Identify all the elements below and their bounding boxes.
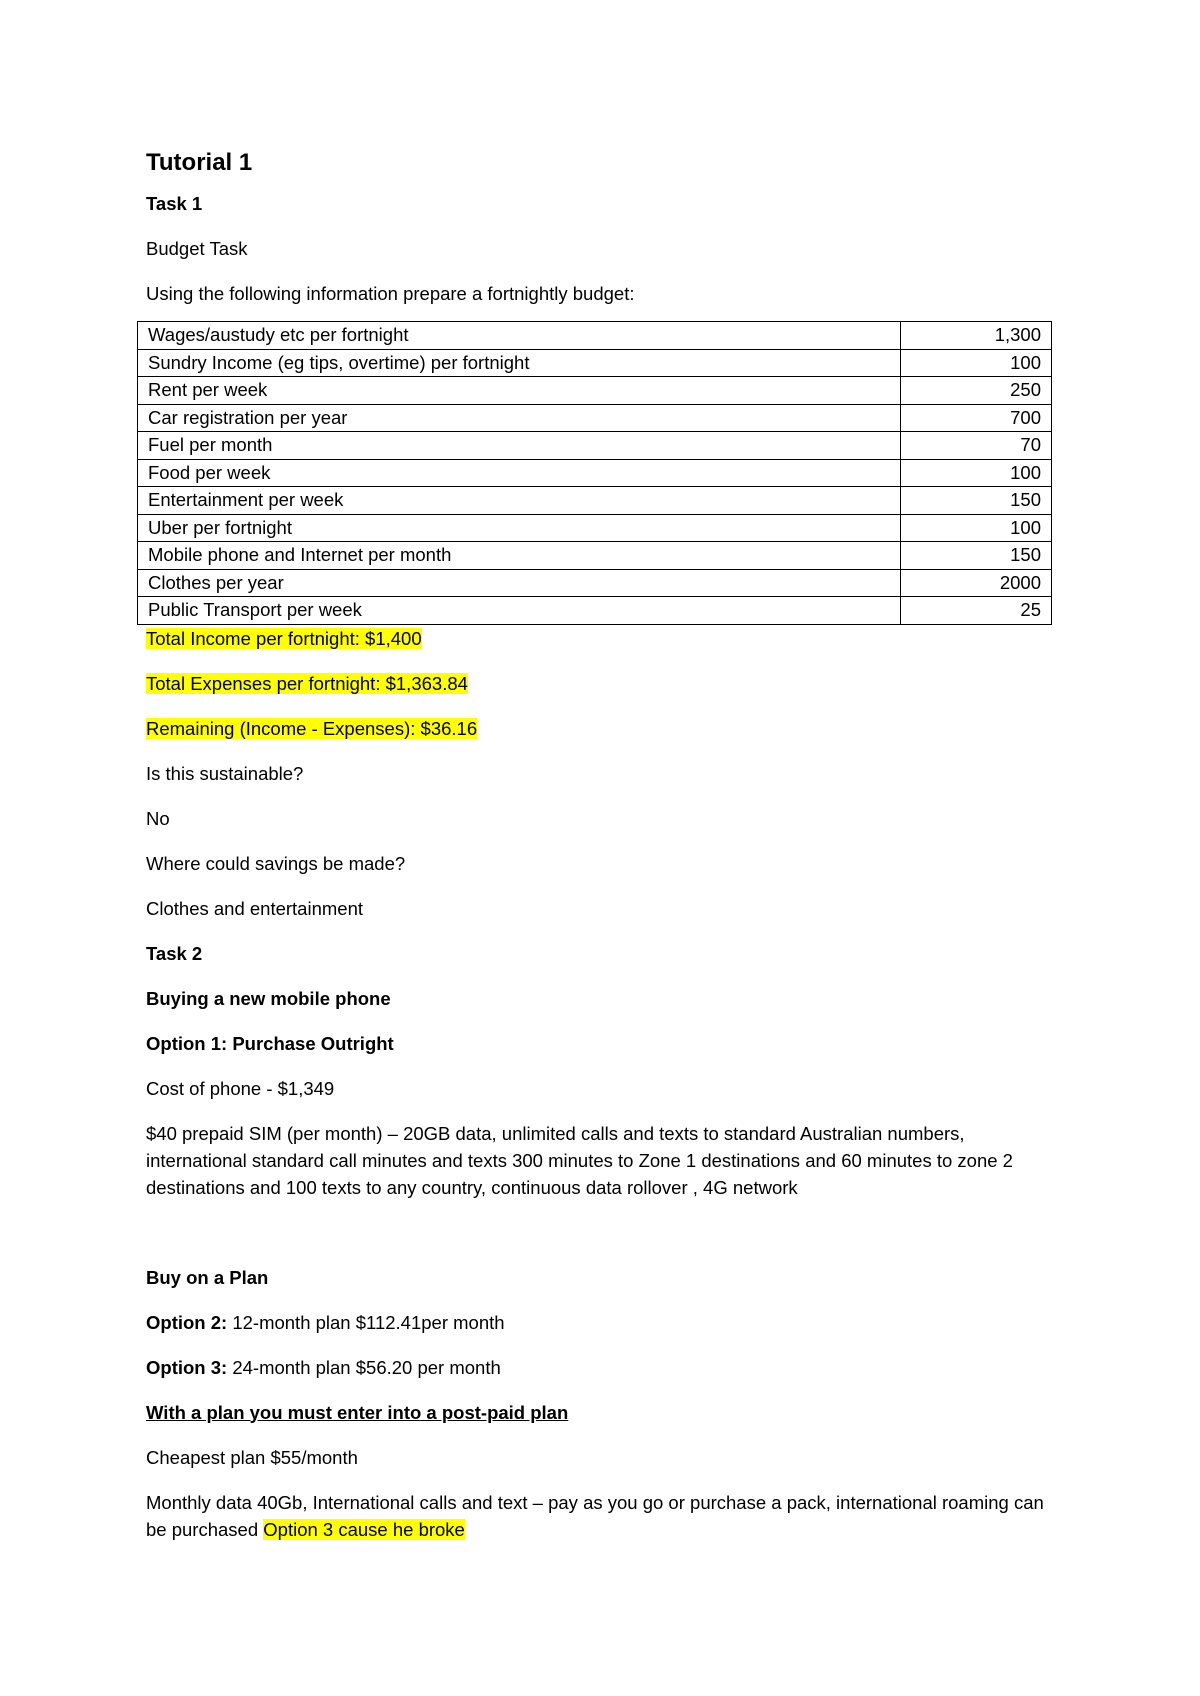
- budget-amount: 70: [901, 432, 1052, 460]
- option3-label: Option 3:: [146, 1356, 228, 1378]
- task2-subheading: Buying a new mobile phone: [146, 987, 391, 1009]
- cheapest-plan: Cheapest plan $55/month: [146, 1446, 358, 1468]
- budget-item: Mobile phone and Internet per month: [138, 542, 901, 570]
- budget-item: Public Transport per week: [138, 597, 901, 625]
- page-title: Tutorial 1: [146, 149, 253, 176]
- table-row: [138, 432, 1052, 460]
- task1-subheading: Budget Task: [146, 238, 248, 259]
- sim-details: $40 prepaid SIM (per month) – 20GB data, unlimited calls and texts to standard Australian numbers, international standard call minutes and texts 300 minutes to Zone 1 destinations and 60 minutes to zone 2 destinations and 100 texts to any country, continuous data rollover , 4G network: [146, 1122, 1013, 1198]
- option3-text: 24-month plan $56.20 per month: [227, 1356, 501, 1378]
- budget-item: Rent per week: [138, 377, 901, 405]
- total-income-text: Total Income per fortnight: $1,400: [146, 627, 422, 649]
- blank-line: [146, 1219, 1056, 1264]
- answer-savings: Clothes and entertainment: [146, 897, 363, 919]
- total-income: [146, 625, 1056, 652]
- budget-amount: 250: [901, 377, 1052, 405]
- question-savings: Where could savings be made?: [146, 852, 406, 874]
- budget-item: Uber per fortnight: [138, 514, 901, 542]
- answer-sustainable: No: [146, 807, 170, 829]
- postpaid-note: With a plan you must enter into a post-paid plan: [146, 1401, 569, 1423]
- option3: [146, 1354, 1056, 1381]
- budget-amount: 100: [901, 459, 1052, 487]
- table-row: [138, 322, 1052, 350]
- budget-item: Wages/austudy etc per fortnight: [138, 322, 901, 350]
- budget-amount: 150: [901, 487, 1052, 515]
- budget-item: Fuel per month: [138, 432, 901, 460]
- budget-amount: 150: [901, 542, 1052, 570]
- budget-amount: 100: [901, 349, 1052, 377]
- table-row: [138, 514, 1052, 542]
- budget-item: Car registration per year: [138, 404, 901, 432]
- budget-item: Clothes per year: [138, 569, 901, 597]
- budget-amount: 2000: [901, 569, 1052, 597]
- task2-heading: Task 2: [146, 942, 203, 964]
- budget-table: [137, 321, 1052, 625]
- budget-amount: 1,300: [901, 322, 1052, 350]
- table-row: [138, 404, 1052, 432]
- option1-heading: Option 1: Purchase Outright: [146, 1032, 394, 1054]
- monthly-data: [146, 1489, 1056, 1543]
- question-sustainable: Is this sustainable?: [146, 762, 304, 784]
- total-expenses: [146, 670, 1056, 697]
- task1-instruction: Using the following information prepare a fortnightly budget:: [146, 283, 635, 304]
- option2: [146, 1309, 1056, 1336]
- task1-heading: Task 1: [146, 193, 203, 214]
- plan-heading: Buy on a Plan: [146, 1266, 269, 1288]
- answer-highlight: Option 3 cause he broke: [263, 1518, 465, 1540]
- table-row: [138, 542, 1052, 570]
- budget-amount: 700: [901, 404, 1052, 432]
- phone-cost: Cost of phone - $1,349: [146, 1077, 335, 1099]
- table-row: [138, 569, 1052, 597]
- table-row: [138, 597, 1052, 625]
- option2-text: 12-month plan $112.41per month: [227, 1311, 505, 1333]
- budget-amount: 100: [901, 514, 1052, 542]
- table-row: [138, 487, 1052, 515]
- document-body: [146, 146, 1056, 1561]
- table-row: [138, 349, 1052, 377]
- remaining-text: Remaining (Income - Expenses): $36.16: [146, 717, 478, 739]
- budget-amount: 25: [901, 597, 1052, 625]
- budget-item: Sundry Income (eg tips, overtime) per fortnight: [138, 349, 901, 377]
- budget-item: Food per week: [138, 459, 901, 487]
- monthly-data-text: Monthly data 40Gb, International calls and text – pay as you go or purchase a pack, international roaming can be purchased: [146, 1491, 1044, 1540]
- table-row: [138, 459, 1052, 487]
- table-row: [138, 377, 1052, 405]
- remaining: [146, 715, 1056, 742]
- option2-label: Option 2:: [146, 1311, 228, 1333]
- total-expenses-text: Total Expenses per fortnight: $1,363.84: [146, 672, 468, 694]
- budget-item: Entertainment per week: [138, 487, 901, 515]
